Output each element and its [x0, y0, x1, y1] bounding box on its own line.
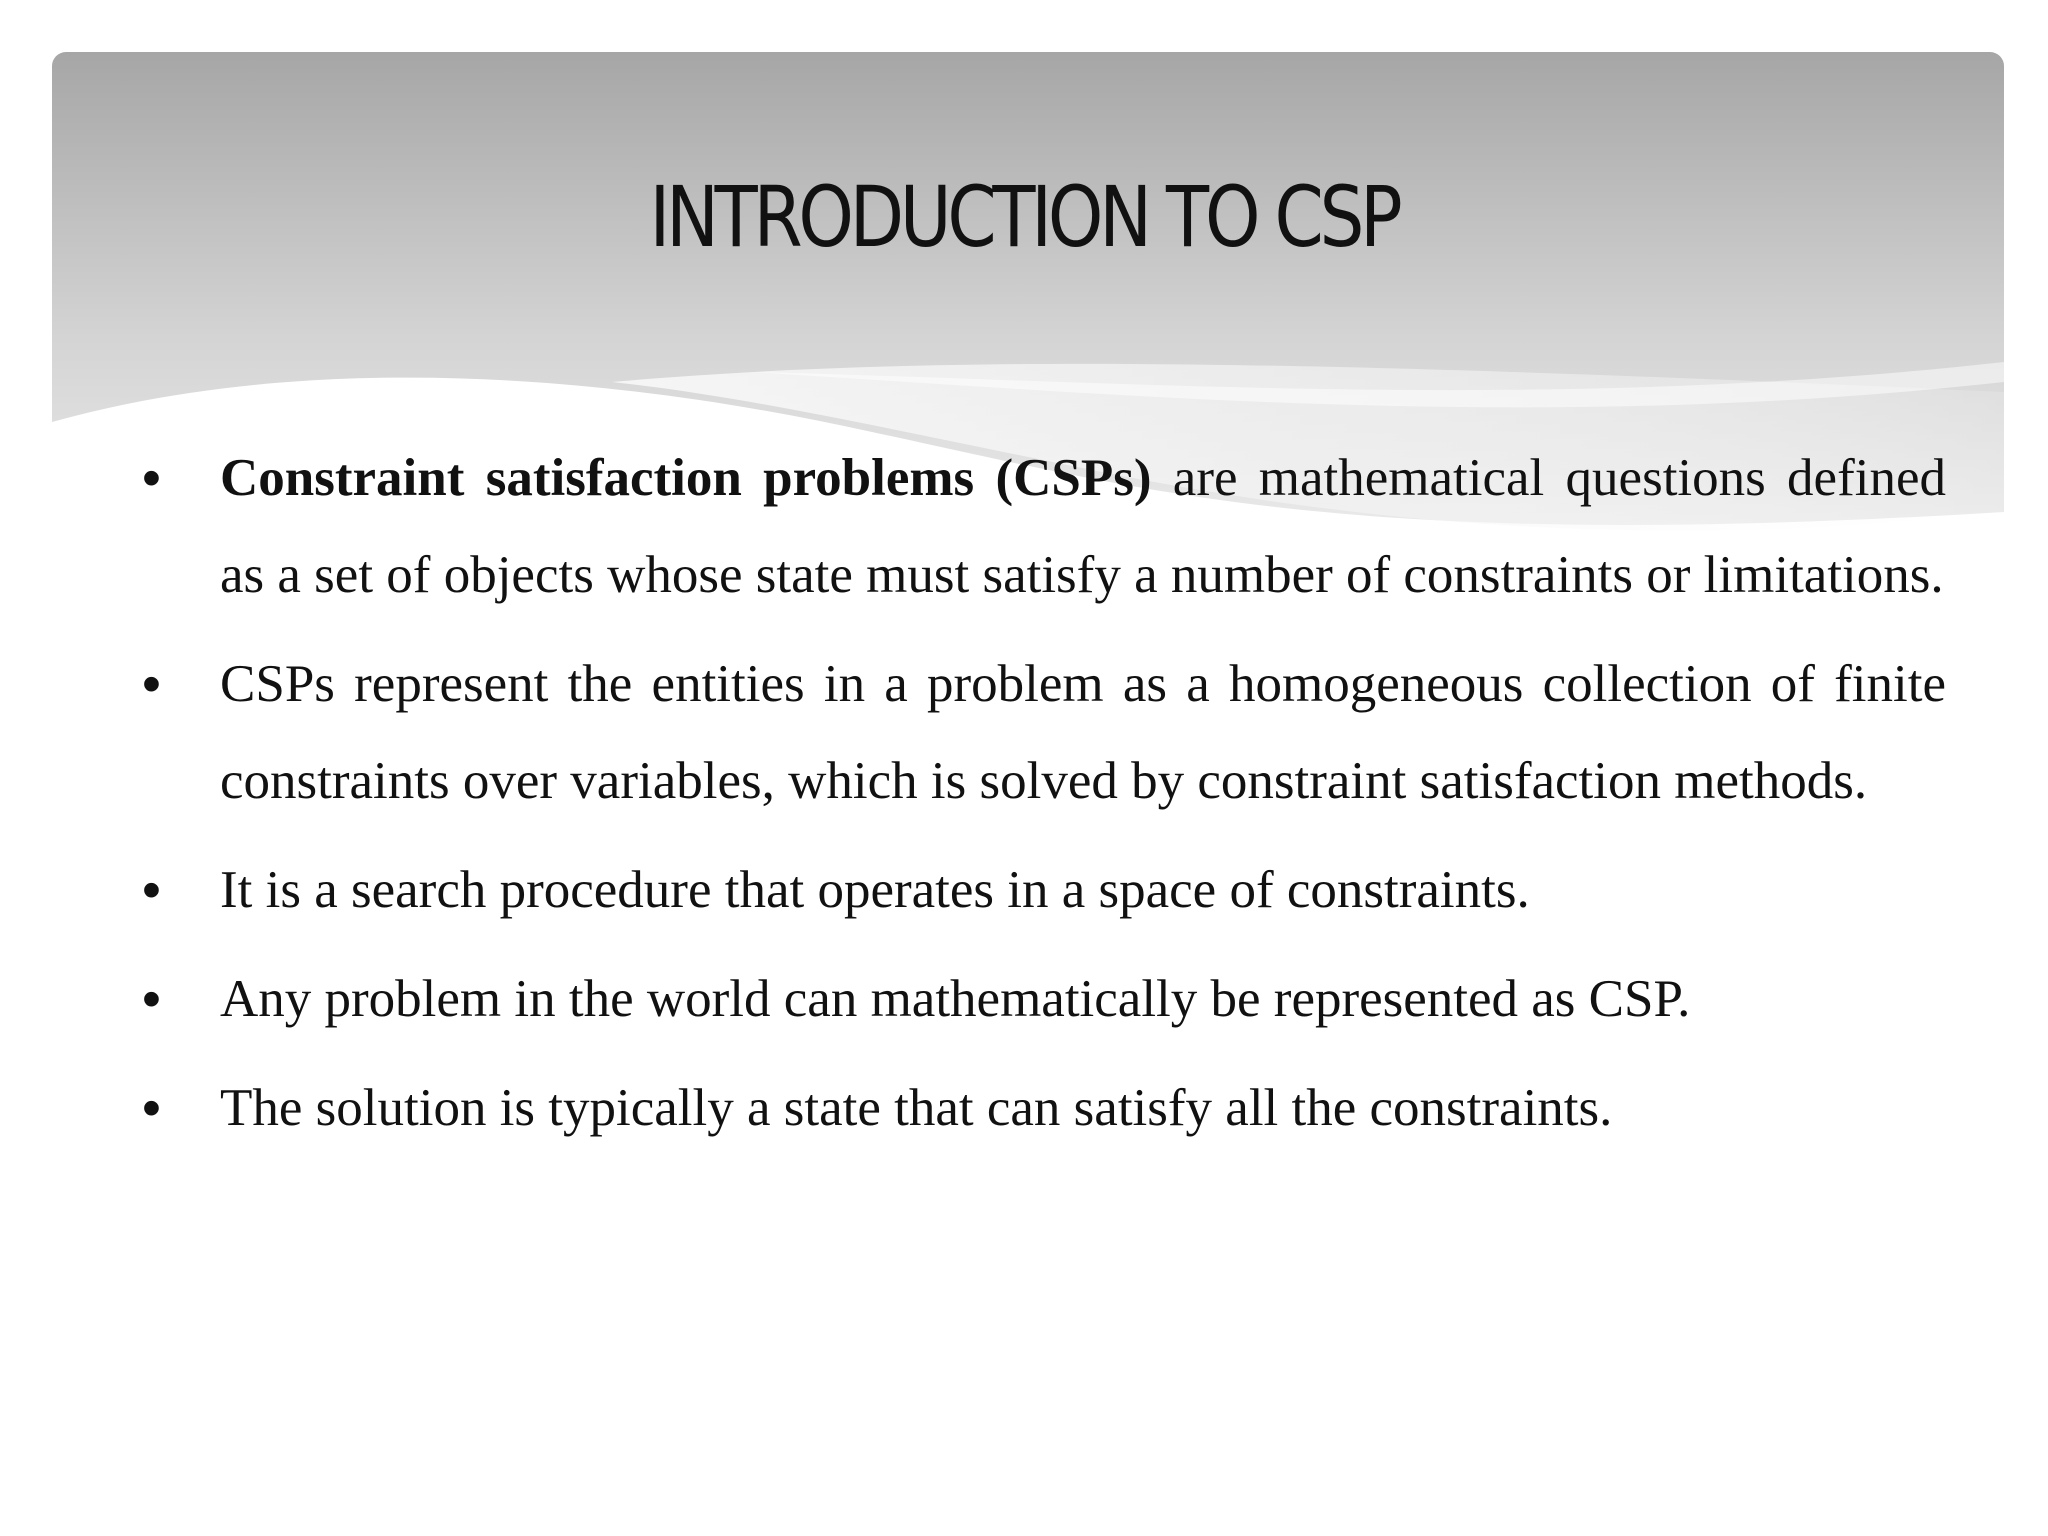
bullet-text: are mathematical questions defined as a set of objects whose state must satisfy a number of constraints or limitations. — [220, 449, 1946, 604]
bullet-dot-icon: • — [142, 1078, 161, 1138]
bullet-text: It is a search procedure that operates in a space of constraints. — [220, 861, 1530, 919]
slide-title: INTRODUCTION TO CSP — [649, 168, 1399, 266]
bullet-item-1 — [140, 430, 1946, 624]
bullet-dot-icon: • — [142, 654, 161, 714]
bullet-text: CSPs represent the entities in a problem as a homogeneous collection of finite constraints over variables, which is solved by constraint satisfaction methods. — [220, 655, 1946, 810]
bullet-item-3 — [140, 842, 1946, 939]
bullet-item-5 — [140, 1060, 1946, 1157]
bullet-text: The solution is typically a state that can satisfy all the constraints. — [220, 1079, 1613, 1137]
bullet-dot-icon: • — [142, 969, 161, 1029]
bullet-item-2 — [140, 636, 1946, 830]
bullet-text: Any problem in the world can mathematically be represented as CSP. — [220, 970, 1691, 1028]
bullet-item-4 — [140, 951, 1946, 1048]
bullet-dot-icon: • — [142, 448, 161, 508]
bold-term: Constraint satisfaction problems (CSPs) — [220, 449, 1152, 507]
bullet-dot-icon: • — [142, 860, 161, 920]
bullet-list — [140, 430, 1946, 1169]
